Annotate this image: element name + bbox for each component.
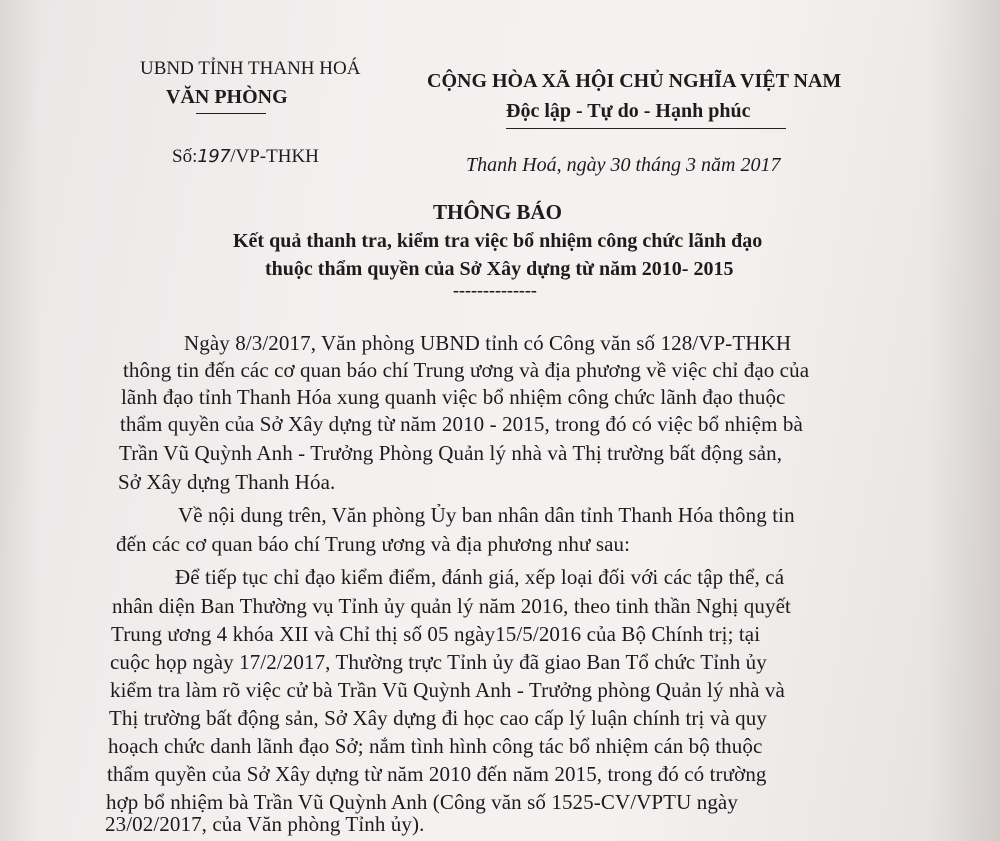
body-line: hợp bổ nhiệm bà Trần Vũ Quỳnh Anh (Công văn số 1525-CV/VPTU ngày (106, 790, 738, 814)
body-line: thẩm quyền của Sở Xây dựng từ năm 2010 - 2015, trong đó có việc bổ nhiệm bà (120, 412, 803, 436)
body-line: cuộc họp ngày 17/2/2017, Thường trực Tỉnh ủy đã giao Ban Tổ chức Tỉnh ủy (110, 650, 767, 674)
agency-name: UBND TỈNH THANH HOÁ (140, 58, 361, 79)
body-line: Ngày 8/3/2017, Văn phòng UBND tỉnh có Công văn số 128/VP-THKH (184, 331, 792, 355)
number-suffix: /VP-THKH (230, 146, 319, 167)
body-line: Để tiếp tục chỉ đạo kiểm điểm, đánh giá, xếp loại đối với các tập thể, cá (175, 565, 785, 589)
number-prefix: Số: (172, 146, 198, 167)
body-line: Về nội dung trên, Văn phòng Ủy ban nhân dân tỉnh Thanh Hóa thông tin (178, 503, 795, 527)
notice-subtitle-line1: Kết quả thanh tra, kiểm tra việc bổ nhiệm công chức lãnh đạo (233, 230, 763, 252)
national-title: CỘNG HÒA XÃ HỘI CHỦ NGHĨA VIỆT NAM (427, 70, 842, 92)
body-line: Trung ương 4 khóa XII và Chỉ thị số 05 ngày15/5/2016 của Bộ Chính trị; tại (111, 622, 761, 646)
body-line: Sở Xây dựng Thanh Hóa. (118, 470, 336, 494)
national-motto: Độc lập - Tự do - Hạnh phúc (506, 100, 751, 122)
office-underline (196, 113, 266, 114)
body-line: Thị trường bất động sản, Sở Xây dựng đi học cao cấp lý luận chính trị và quy (109, 706, 767, 730)
body-line: 23/02/2017, của Văn phòng Tỉnh ủy). (105, 812, 425, 836)
notice-subtitle-line2: thuộc thẩm quyền của Sở Xây dựng từ năm 2010- 2015 (265, 258, 734, 280)
body-line: Trần Vũ Quỳnh Anh - Trưởng Phòng Quản lý nhà và Thị trường bất động sản, (119, 441, 783, 465)
body-line: nhân diện Ban Thường vụ Tỉnh ủy quản lý năm 2016, theo tinh thần Nghị quyết (112, 594, 791, 618)
handwritten-number: 197 (197, 146, 231, 167)
date-line: Thanh Hoá, ngày 30 tháng 3 năm 2017 (466, 154, 781, 176)
body-line: kiểm tra làm rõ việc cử bà Trần Vũ Quỳnh Anh - Trưởng phòng Quản lý nhà và (110, 678, 785, 702)
document-number (172, 146, 319, 168)
page-shadow-left (0, 0, 40, 841)
body-line: thẩm quyền của Sở Xây dựng từ năm 2010 đến năm 2015, trong đó có trường (107, 762, 767, 786)
office-name: VĂN PHÒNG (166, 86, 288, 108)
body-line: đến các cơ quan báo chí Trung ương và địa phương như sau: (116, 532, 631, 556)
page-shadow-right (930, 0, 1000, 841)
motto-underline (506, 128, 786, 129)
title-separator: -------------- (453, 280, 537, 300)
body-line: thông tin đến các cơ quan báo chí Trung ương và địa phương về việc chỉ đạo của (123, 358, 810, 382)
notice-heading: THÔNG BÁO (433, 200, 562, 224)
body-line: lãnh đạo tỉnh Thanh Hóa xung quanh việc bổ nhiệm công chức lãnh đạo thuộc (121, 385, 786, 409)
body-line: hoạch chức danh lãnh đạo Sở; nắm tình hình công tác bổ nhiệm cán bộ thuộc (108, 734, 763, 758)
